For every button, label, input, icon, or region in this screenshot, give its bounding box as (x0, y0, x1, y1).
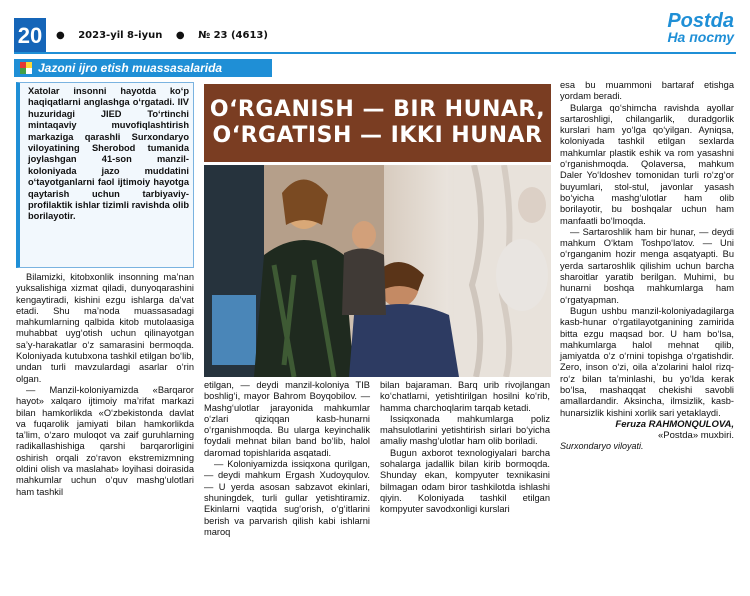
paragraph: Bilamizki, kitobxonlik insonning ma’nan yuksalishiga xizmat qiladi, dunyoqarashini kengaytiradi, kishini ezgu ishlarga da’vat etadi. Shu ma’noda muassasadagi mahkumlarning qalbida kitob mutolaasiga muhabbat uyg‘otish uchun qilinayotgan sa’y-harakatlar o‘z samarasini bermoqda. Koloniyada kutubxona tashkil etilgan bo‘lib, undan turli mavzulardagi asarlar o‘rin olgan. (16, 272, 194, 384)
page-number: 20 (14, 18, 46, 54)
lead-paragraph: Xatolar insonni hayotda ko‘p haqiqatlarni anglashga o‘rgatadi. IIV huzuridagi JIED To‘rtinchi mintaqaviy muvofiqlashtirish markaziga qarashli Surxondaryo viloyatining Sherobod tumanida joylashgan 41-son manzil-koloniyada jazo muddatini o‘tayotganlarni faol ijtimoiy hayotga qaytarish uchun tarbiyaviy-profilaktik ishlar tizimli ravishda olib borilayotir. (16, 82, 194, 268)
title-line1: O‘RGANISH — BIR HUNAR, (209, 97, 546, 122)
rubric-squares-icon (20, 62, 32, 74)
paragraph: etilgan, — deydi manzil-koloniya TIB boshlig‘i, mayor Bahrom Boyqobilov. — Mashg‘ulotlar jarayonida mahkumlar o‘zlari qiziqqan kasb-hunarni o‘rganishmoqda. Bu ularga keyinchalik foydali mehnat bilan band bo‘lib, halol daromad topishlarida asqatadi. (204, 380, 370, 458)
author-name: Feruza RAHMONQULOVA, (615, 418, 734, 430)
issue-date: 2023-yil 8-iyun (78, 30, 163, 41)
section-rubric (14, 59, 272, 77)
issue-meta (56, 30, 278, 41)
article-column-3 (380, 380, 550, 516)
hairdressing-photo (204, 165, 551, 377)
issue-number: № 23 (4613) (198, 30, 268, 41)
article-title (204, 84, 551, 162)
paragraph: Bularga qo‘shimcha ravishda ayollar sartaroshligi, chilangarlik, duradgorlik kurslari ham yo‘lga qo‘yilgan. Ayniqsa, koloniyada tashkil etilgan sexlarda mahkumlar plastik eshik va rom yasashni o‘rganishmoqda. Qolaversa, mahkum Daler Yo‘ldoshev tomonidan turli ro‘zg‘or buyumlari, stol-stul, javonlar yasash bo‘yicha mashg‘ulotlar ham olib borilayotir, bu boshqalar uchun ham manfaatli bo‘lmoqda. (560, 102, 734, 226)
bullet-icon: ● (175, 30, 185, 41)
article-column-4 (560, 80, 734, 452)
bullet-icon: ● (56, 30, 65, 41)
title-line2: O‘RGATISH — IKKI HUNAR (212, 123, 543, 148)
author-signature (560, 419, 734, 441)
newspaper-logo (667, 12, 734, 44)
paragraph: — Manzil-koloniyamizda «Barqaror hayot» xalqaro ijtimoiy ma’rifat markazi bilan hamkorlikda «O‘zbekistonda davlat va fuqarolik jamiyati bilan hamkorlikda ta’lim, o‘zaro muloqot va zaif guruhlarning radikallashishiga qarshi barqarorligini oshirish orqali zo‘ravon ekstremizmning oldini olish va maslahat» loyihasi doirasida mahkumlar uchun o‘quv mashg‘ulotlari ham tashkil (16, 384, 194, 497)
section-label: Jazoni ijro etish muassasalarida (38, 61, 223, 75)
article-column-2 (204, 380, 370, 538)
paragraph: bilan bajaraman. Barq urib rivojlangan ko‘chatlarni, yetishtirilgan hosilni ko‘rib, hamma charchoqlarim tarqab ketadi. (380, 380, 550, 413)
paragraph: — Sartaroshlik ham bir hunar, — deydi mahkum O‘ktam Toshpo‘latov. — Uni o‘rganganim hozir menga asqatyapti. Bu yerda sartaroshlik qilishim uchun barcha sharoitlar yaratib berilgan. Muhimi, bu hunarni boshqa mahkumlarga ham o‘rgatyapman. (560, 226, 734, 305)
article-column-1 (16, 272, 194, 498)
paragraph: — Koloniyamizda issiqxona qurilgan, — deydi mahkum Ergash Xudoyqulov. — U yerda asosan sabzavot ekinlari, shuningdek, turli gullar yetishtiramiz. Ekinlarni vaqtida sug‘orish, o‘g‘itlarini berish va parvarish qilish kabi ishlarni maroq (204, 459, 370, 537)
article-photo (204, 165, 551, 377)
paragraph: Bugun axborot texnologiyalari barcha sohalarga jadallik bilan kirib bormoqda. Shunday ekan, kompyuter texnikasini bilmagan odam biror tashkilotda ishlashi qiyin. Koloniyada tashkil etilgan kompyuter savodxonligi kurslari (380, 447, 550, 515)
logo-line2: На посту (667, 29, 734, 45)
author-location: Surxondaryo viloyati. (560, 440, 644, 451)
author-role: «Postda» muxbiri. (657, 429, 734, 441)
header-divider (14, 52, 736, 54)
paragraph: Issiqxonada mahkumlarga poliz mahsulotlarini yetishtirish sirlari bo‘yicha amaliy mashg‘ulotlar ham olib boriladi. (380, 413, 550, 447)
paragraph: esa bu muammoni bartaraf etishga yordam beradi. (560, 80, 734, 102)
logo-line1: Postda (667, 10, 734, 32)
paragraph: Bugun ushbu manzil-koloniyadagilarga kasb-hunar o‘rgatilayotganining zamirida bitta ezgu maqsad bor. U ham bo‘lsa, mahkumlarga halol mehnat qilib, jamiyatda o‘z o‘rnini topishga o‘rgatishdir. Zero, inson o‘zi, oila a’zolarini halol rizq-ro‘z bilan ta’minlashi, bu yo‘lda kerak bo‘lsa, mashaqqat chekishi savobli amallardandir. Aksincha, ilmsizlik, kasb-hunarsizlik kishini xorlik sari yetaklaydi. (560, 305, 734, 418)
